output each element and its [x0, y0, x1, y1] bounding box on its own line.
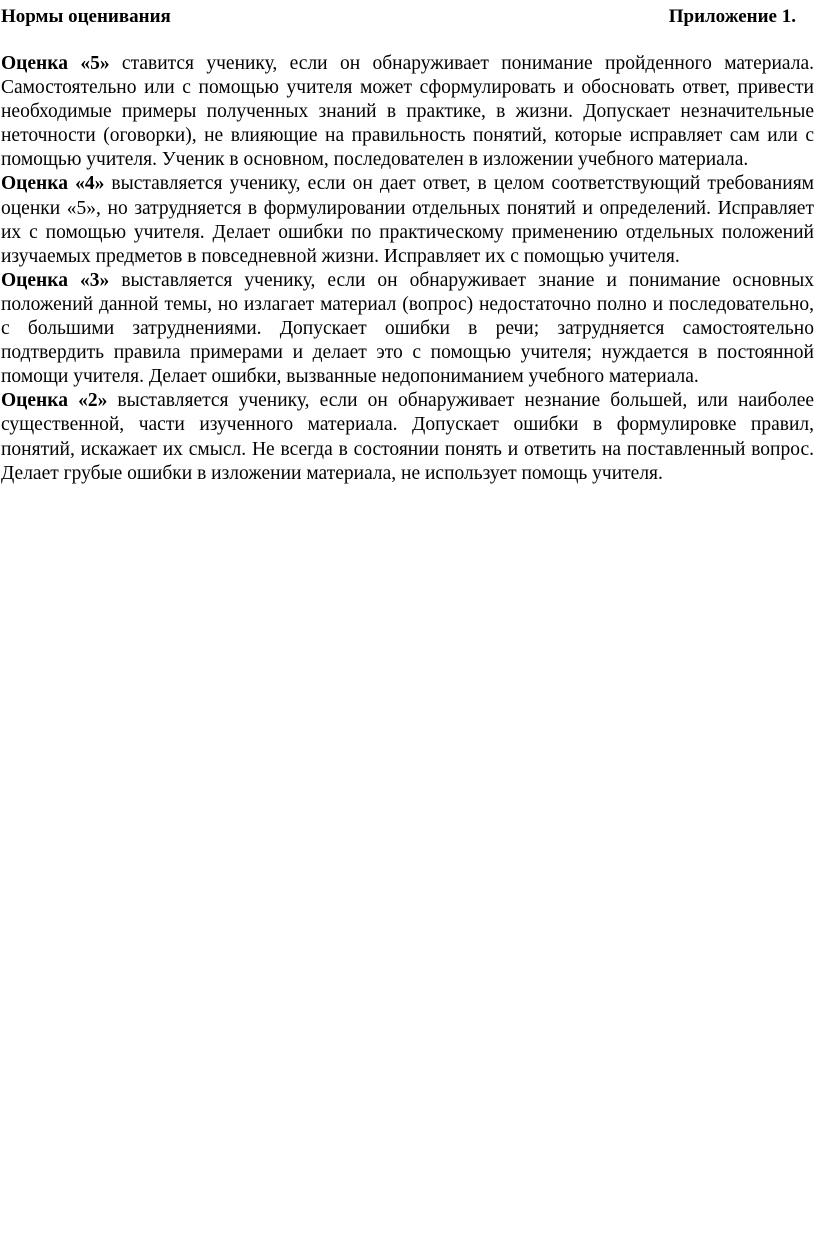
- grade-3-text: выставляется ученику, если он обнаруживает знание и понимание основных положений данной темы, но излагает материал (вопрос) недостаточно полно и последовательно, с большими затруднениями. Допускает ошибки в речи; затрудняется самостоятельно подтвердить правила примерами и делает это с помощью учителя; нуждается в постоянной помощи учителя. Делает ошибки, вызванные недопониманием учебного материала.: [1, 269, 814, 388]
- grade-5-text: ставится ученику, если он обнаруживает понимание пройденного материала. Самостоятельно или с помощью учителя может сформулировать и обосновать ответ, привести необходимые примеры полученных знаний в практике, в жизни. Допускает незначительные неточности (оговорки), не влияющие на правильность понятий, которые исправляет сам или с помощью учителя. Ученик в основном, последователен в изложении учебного материала.: [1, 53, 815, 171]
- appendix-label: Приложение 1.: [668, 6, 796, 27]
- grade-4-text: выставляется ученику, если он дает ответ, в целом соответствующий требованиям оценки «5», но затрудняется в формулировании отдельных понятий и определений. Исправляет их с помощью учителя. Делает ошибки по практическому применению отдельных положений изучаемых предметов в повседневной жизни. Исправляет их с помощью учителя.: [1, 173, 815, 267]
- grade-5-paragraph: [1, 52, 814, 172]
- grade-3-label: Оценка «3»: [1, 269, 110, 291]
- grade-4-label: Оценка «4»: [1, 173, 105, 195]
- grading-criteria: [1, 52, 814, 486]
- grade-4-paragraph: [1, 172, 814, 268]
- grade-2-paragraph: [1, 389, 814, 485]
- grade-2-text: выставляется ученику, если он обнаруживает незнание большей, или наиболее существенной, части изученного материала. Допускает ошибки в формулировке правил, понятий, искажает их смысл. Не всегда в состоянии понять и ответить на поставленный вопрос. Делает грубые ошибки в изложении материала, не использует помощь учителя.: [1, 390, 815, 484]
- grade-2-label: Оценка «2»: [1, 390, 108, 412]
- document-header: [1, 6, 814, 28]
- document-title: Нормы оценивания: [1, 6, 171, 27]
- grade-5-label: Оценка «5»: [1, 53, 110, 74]
- grade-3-paragraph: [1, 269, 814, 389]
